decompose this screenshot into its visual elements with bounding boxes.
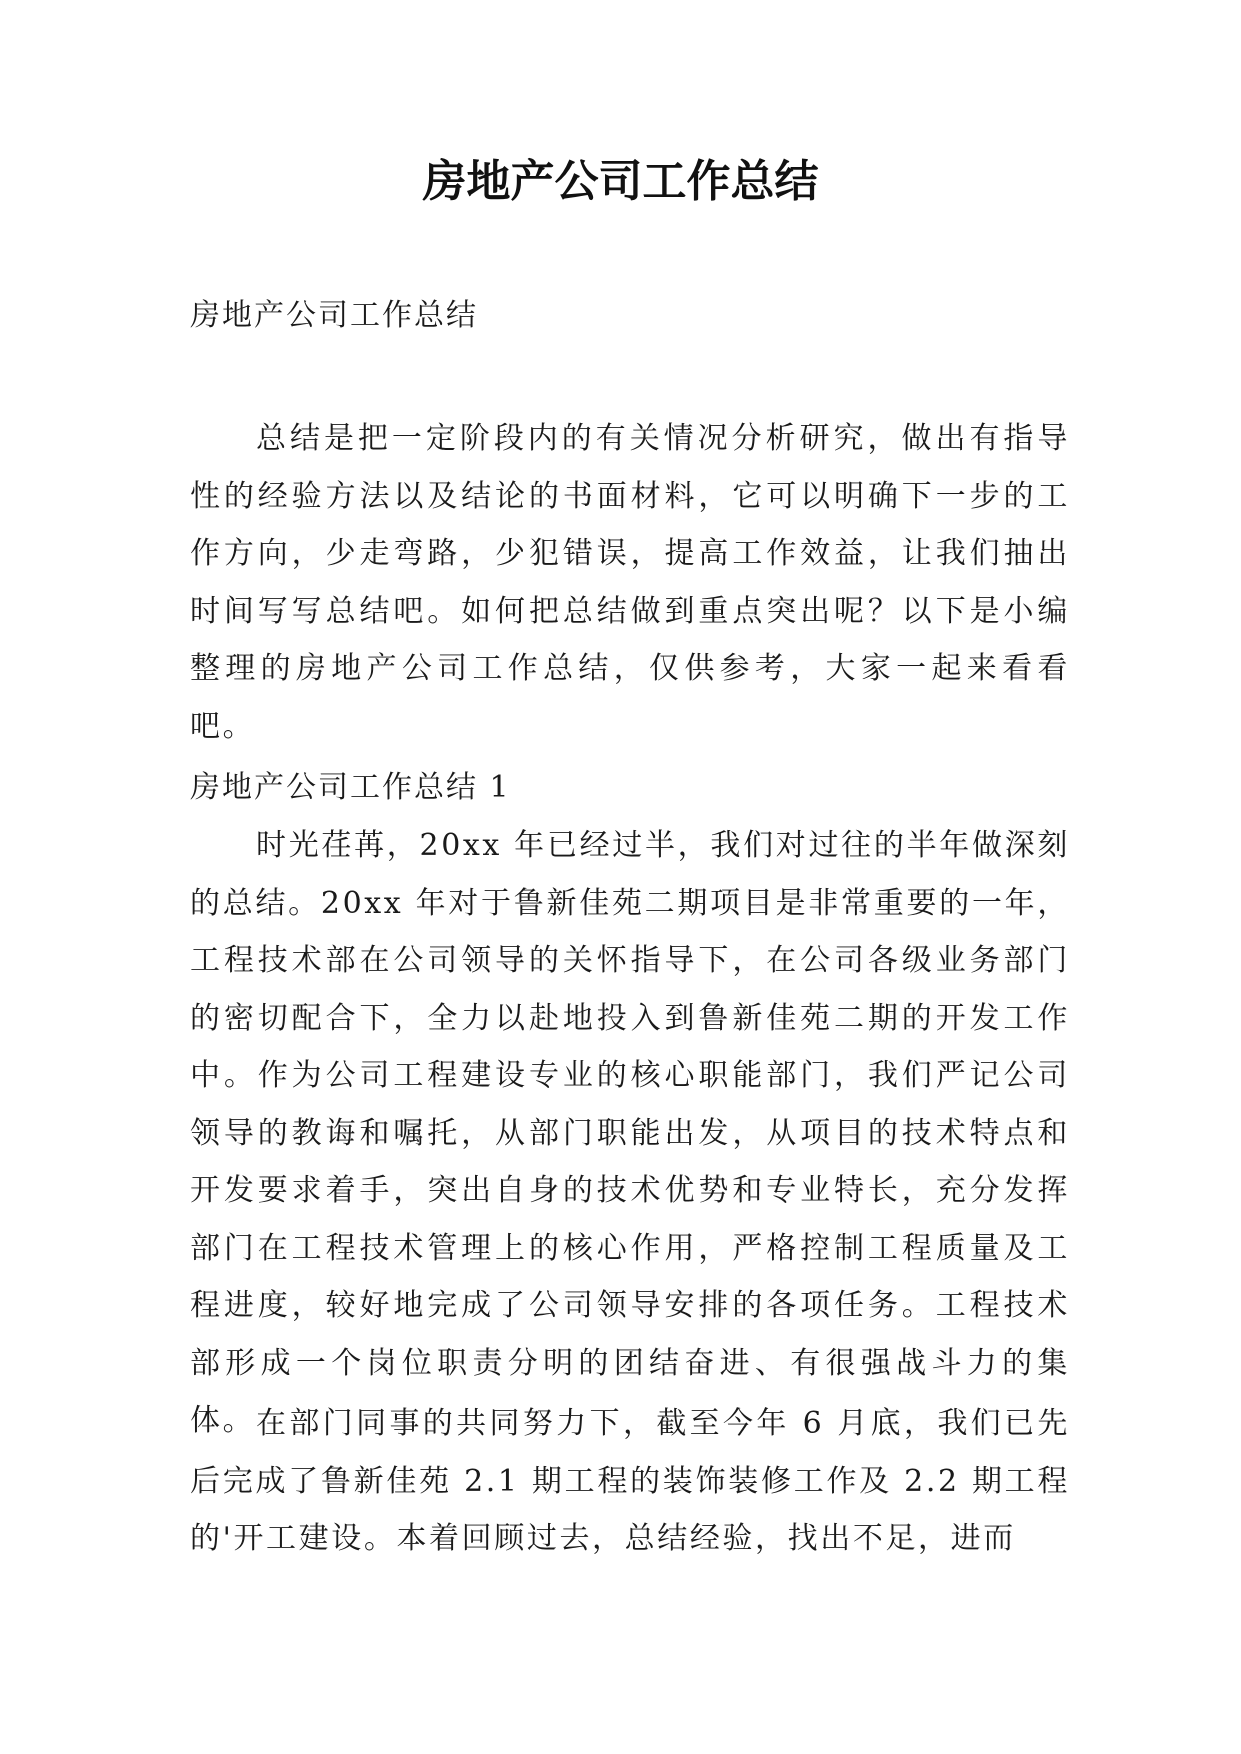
document-title: 房地产公司工作总结 bbox=[422, 156, 819, 207]
body-paragraph-2: 在部门同事的共同努力下，截至今年 6 月底，我们已先后完成了鲁新佳苑 2.1 期工程的装饰装修工作及 2.2 期工程的'开工建设。本着回顾过去，总结经验，找出不足，进而 bbox=[190, 1406, 1070, 1556]
intro-paragraph: 总结是把一定阶段内的有关情况分析研究，做出有指导性的经验方法以及结论的书面材料，它可以明确下一步的工作方向，少走弯路，少犯错误，提高工作效益，让我们抽出时间写写总结吧。如何把总结做到重点突出呢？以下是小编整理的房地产公司工作总结，仅供参考，大家一起来看看吧。 bbox=[190, 421, 1070, 744]
document-subtitle: 房地产公司工作总结 bbox=[190, 298, 478, 333]
body-paragraph-1: 时光荏苒，20xx 年已经过半，我们对过往的半年做深刻的总结。20xx 年对于鲁新佳苑二期项目是非常重要的一年，工程技术部在公司领导的关怀指导下，在公司各级业务部门的密切配合下，全力以赴地投入到鲁新佳苑二期的开发工作中。作为公司工程建设专业的核心职能部门，我们严记公司领导的教诲和嘱托，从部门职能出发，从项目的技术特点和开发要求着手，突出自身的技术优势和专业特长，充分发挥部门在工程技术管理上的核心作用，严格控制工程质量及工程进度，较好地完成了公司领导安排的各项任务。工程技术部形成一个岗位职责分明的团结奋进、有很强战斗力的集体。 bbox=[190, 828, 1070, 1438]
section-heading: 房地产公司工作总结 1 bbox=[190, 770, 511, 805]
